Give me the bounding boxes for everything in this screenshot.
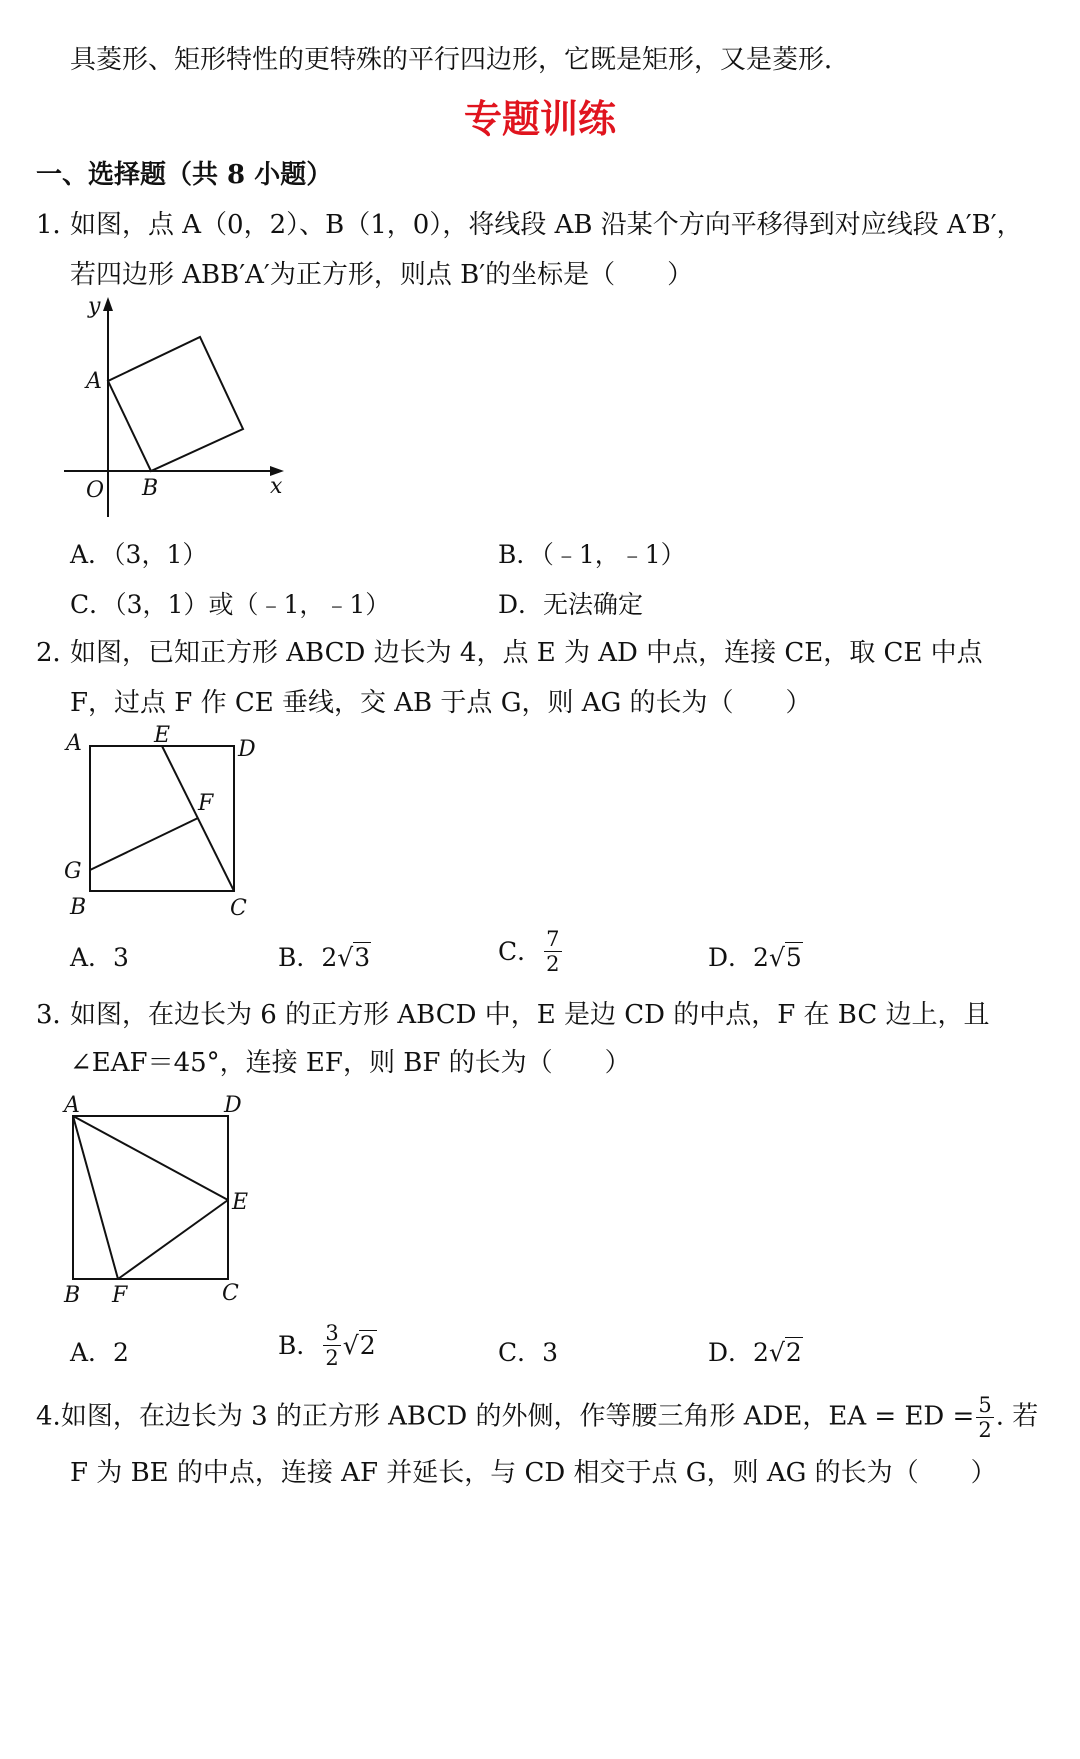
label-f: F — [198, 791, 214, 816]
section-heading: 一、选择题（共 8 小题） — [36, 160, 333, 190]
q2-option-c-denominator: 2 — [546, 952, 560, 977]
q3-option-b[interactable]: B． $\frac{3}{2}$ √2 — [278, 1321, 376, 1371]
question-4-frac-num: 5 — [978, 1393, 992, 1417]
segment-af — [73, 1116, 118, 1279]
question-4-line1-b: . 若 — [995, 1401, 1039, 1432]
question-1-figure — [60, 293, 300, 525]
segment-ae — [73, 1116, 228, 1200]
q2-option-b-coef: 2 — [321, 943, 338, 972]
label-a: A — [66, 731, 82, 756]
q2-option-d-prefix: D． — [708, 943, 754, 972]
question-4-fraction — [976, 1394, 993, 1441]
q3-option-d-coef: 2 — [753, 1338, 769, 1367]
label-a: A — [86, 369, 102, 394]
q3-option-b-denominator: 2 — [325, 1346, 339, 1371]
question-3-number: 3． — [36, 1000, 79, 1030]
q3-option-b-prefix: B． — [278, 1331, 322, 1361]
question-4-number: 4. — [36, 1401, 61, 1432]
q2-option-c-fraction — [544, 928, 561, 975]
label-o: O — [86, 478, 105, 503]
label-c: C — [230, 896, 247, 921]
q2-option-c[interactable] — [498, 928, 564, 975]
square-abcd — [90, 746, 234, 891]
page-title: 专题训练 — [463, 96, 616, 141]
q3-option-b-radicand: 2 — [359, 1331, 376, 1361]
q3-option-d[interactable]: D．2√2 — [708, 1338, 802, 1367]
question-2-line2: F，过点 F 作 CE 垂线，交 AB 于点 G，则 AG 的长为（ ） — [70, 688, 812, 718]
q2-option-c-prefix: C． — [498, 937, 543, 967]
q2-option-a[interactable]: A．3 — [70, 943, 129, 972]
question-1-line2: 若四边形 ABB′A′为正方形，则点 B′的坐标是（ ） — [70, 260, 694, 290]
q2-option-d-radicand: 5 — [785, 943, 802, 972]
q2-option-d-coef: 2 — [753, 943, 769, 972]
q3-option-d-prefix: D． — [708, 1338, 754, 1367]
question-2-number: 2． — [36, 638, 79, 668]
label-f: F — [112, 1283, 128, 1308]
label-b: B — [70, 895, 87, 920]
q1-option-b[interactable]: B．（﹣1，﹣1） — [498, 540, 686, 569]
question-4-line1-a: 如图，在边长为 3 的正方形 ABCD 的外侧，作等腰三角形 ADE，EA = ED = — [60, 1401, 975, 1432]
question-4-line2: F 为 BE 的中点，连接 AF 并延长，与 CD 相交于点 G，则 AG 的长为（ ） — [70, 1458, 997, 1488]
intro-text: 具菱形、矩形特性的更特殊的平行四边形，它既是矩形，又是菱形． — [70, 45, 851, 75]
question-3-line2: ∠EAF＝45°，连接 EF，则 BF 的长为（ ） — [70, 1048, 631, 1078]
question-4-line1 — [36, 1394, 1038, 1441]
q1-option-c[interactable]: C．（3，1）或（﹣1，﹣1） — [70, 590, 391, 619]
q3-option-b-numerator: 3 — [325, 1321, 339, 1345]
q3-option-a[interactable]: A．2 — [70, 1338, 129, 1367]
question-3-figure — [58, 1090, 278, 1315]
question-4-frac-den: 2 — [978, 1418, 992, 1443]
question-1-number: 1． — [36, 210, 79, 240]
label-e: E — [154, 723, 171, 748]
question-1-line1: 如图，点 A（0，2）、B（1，0），将线段 AB 沿某个方向平移得到对应线段 A′B′， — [70, 210, 1023, 240]
q2-option-c-numerator: 7 — [546, 927, 560, 951]
question-3-line1: 如图，在边长为 6 的正方形 ABCD 中，E 是边 CD 的中点，F 在 BC 边上，且 — [70, 1000, 990, 1030]
label-b: B — [142, 476, 159, 501]
label-y: y — [88, 294, 101, 319]
question-2-line1: 如图，已知正方形 ABCD 边长为 4，点 E 为 AD 中点，连接 CE，取 CE 中点 — [70, 638, 983, 668]
q2-option-b-prefix: B． — [278, 943, 322, 972]
label-b: B — [64, 1283, 81, 1308]
q2-option-b[interactable]: B．2√3 — [278, 943, 371, 972]
q1-option-a[interactable]: A．（3，1） — [70, 540, 208, 569]
question-2-figure — [58, 722, 268, 922]
label-x: x — [270, 474, 283, 499]
q3-option-d-radicand: 2 — [785, 1338, 802, 1367]
q2-option-d[interactable]: D．2√5 — [708, 943, 802, 972]
segment-gf — [90, 818, 198, 870]
label-c: C — [222, 1281, 239, 1306]
label-e: E — [232, 1190, 249, 1215]
label-d: D — [238, 737, 256, 762]
q3-option-b-fraction — [323, 1322, 340, 1369]
q3-option-c[interactable]: C．3 — [498, 1338, 559, 1367]
label-a: A — [64, 1093, 80, 1118]
segment-fe — [118, 1200, 228, 1279]
label-g: G — [64, 859, 82, 884]
label-d: D — [224, 1093, 242, 1118]
q2-option-b-radicand: 3 — [354, 943, 371, 972]
q1-option-d[interactable]: D．无法确定 — [498, 590, 644, 619]
